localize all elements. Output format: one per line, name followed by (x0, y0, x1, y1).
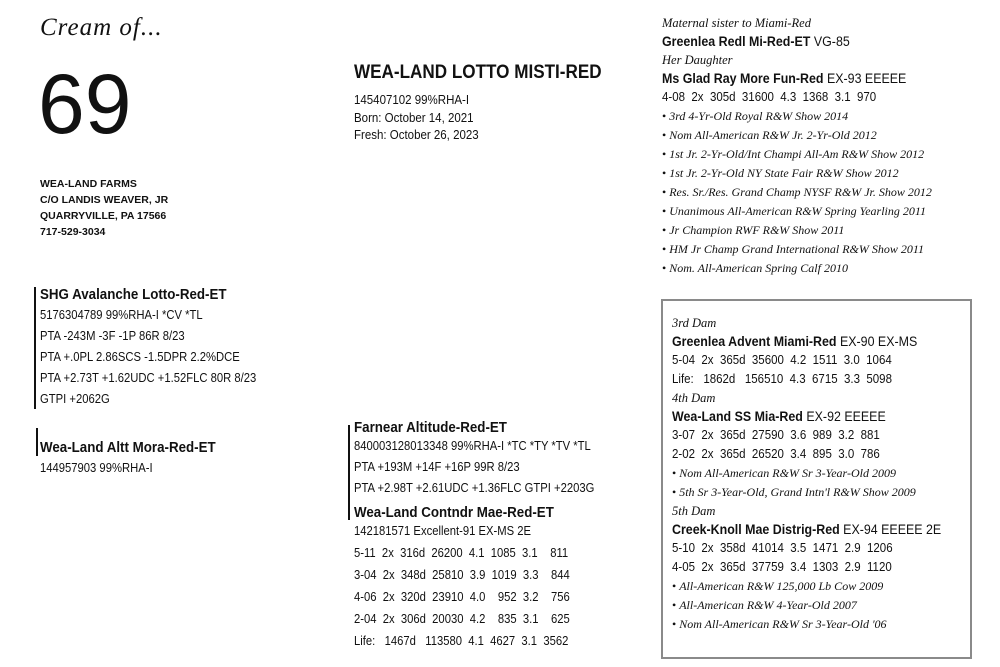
consignor-address: QUARRYVILLE, PA 17566 (40, 210, 167, 222)
catalog-title: Cream of... (40, 14, 163, 41)
maternal-granddam-classification: 142181571 Excellent-91 EX-MS 2E (354, 524, 531, 538)
maternal-sister-label: Maternal sister to Miami-Red (662, 16, 811, 30)
dam-registration: 144957903 99%RHA-I (40, 461, 153, 475)
award-item: • Nom. All-American Spring Calf 2010 (662, 259, 992, 278)
maternal-sister-name: Greenlea Redl Mi-Red-ET VG-85 (662, 34, 850, 49)
fourth-dam-record: 2-02 2x 365d 26520 3.4 895 3.0 786 (672, 447, 880, 461)
award-item: • 1st Jr. 2-Yr-Old NY State Fair R&W Show 2012 (662, 164, 992, 183)
daughter-record: 4-08 2x 305d 31600 4.3 1368 3.1 970 (662, 90, 877, 104)
award-item: • HM Jr Champ Grand International R&W Show 2011 (662, 240, 992, 259)
consignor-phone: 717-529-3034 (40, 226, 106, 238)
dam-block (40, 440, 231, 479)
award-item: • 5th Sr 3-Year-Old, Grand Intn'l R&W Show 2009 (672, 483, 970, 502)
sire-registration: 5176304789 99%RHA-I *CV *TL (40, 308, 203, 322)
third-dam-lifetime: Life: 1862d 156510 4.3 6715 3.3 5098 (672, 372, 892, 386)
award-item: • Unanimous All-American R&W Spring Yearling 2011 (662, 202, 992, 221)
animal-name: WEA-LAND LOTTO MISTI-RED (354, 62, 602, 83)
maternal-granddam-record: 5-11 2x 316d 26200 4.1 1085 3.1 811 (354, 546, 569, 560)
maternal-grandsire-block (354, 420, 621, 499)
daughter-name: Ms Glad Ray More Fun-Red EX-93 EEEEE (662, 71, 907, 86)
maternal-grandsire-pta-type: PTA +2.98T +2.61UDC +1.36FLC GTPI +2203G (354, 481, 595, 495)
fifth-dam-name: Creek-Knoll Mae Distrig-Red EX-94 EEEEE 2E (672, 522, 942, 537)
maternal-granddam-lifetime: Life: 1467d 113580 4.1 4627 3.1 3562 (354, 634, 569, 648)
fourth-dam-name: Wea-Land SS Mia-Red EX-92 EEEEE (672, 409, 886, 424)
maternal-sister-block (662, 14, 992, 278)
sire-gtpi: GTPI +2062G (40, 392, 110, 406)
animal-registration: 145407102 99%RHA-I (354, 93, 470, 107)
third-dam-label: 3rd Dam (672, 316, 717, 330)
award-item: • Nom All-American R&W Sr 3-Year-Old '06 (672, 615, 970, 634)
maternal-grandsire-pta-production: PTA +193M +14F +16P 99R 8/23 (354, 460, 520, 474)
lot-number: 69 (38, 57, 132, 151)
fifth-dam-label: 5th Dam (672, 504, 716, 518)
consignor-farm: WEA-LAND FARMS (40, 178, 137, 190)
sire-pta-production: PTA -243M -3F -1P 86R 8/23 (40, 329, 185, 343)
maternal-grandsire-name: Farnear Altitude-Red-ET (354, 420, 507, 436)
dam-name: Wea-Land Altt Mora-Red-ET (40, 440, 216, 456)
award-item: • 3rd 4-Yr-Old Royal R&W Show 2014 (662, 107, 992, 126)
third-dam-record: 5-04 2x 365d 35600 4.2 1511 3.0 1064 (672, 353, 892, 367)
sire-pta-type: PTA +2.73T +1.62UDC +1.52FLC 80R 8/23 (40, 371, 257, 385)
animal-info (354, 92, 490, 145)
dams-box (661, 299, 972, 659)
fourth-dam-record: 3-07 2x 365d 27590 3.6 989 3.2 881 (672, 428, 880, 442)
fifth-dam-record: 4-05 2x 365d 37759 3.4 1303 2.9 1120 (672, 560, 892, 574)
award-item: • 1st Jr. 2-Yr-Old/Int Champi All-Am R&W Show 2012 (662, 145, 992, 164)
grandsire-bracket (348, 425, 350, 520)
sire-name: SHG Avalanche Lotto-Red-ET (40, 287, 227, 303)
sire-pta-health: PTA +.0PL 2.86SCS -1.5DPR 2.2%DCE (40, 350, 240, 364)
award-item: • All-American R&W 4-Year-Old 2007 (672, 596, 970, 615)
consignor-contact: C/O LANDIS WEAVER, JR (40, 194, 169, 206)
animal-fresh: Fresh: October 26, 2023 (354, 128, 479, 142)
fourth-dam-label: 4th Dam (672, 391, 716, 405)
maternal-granddam-record: 4-06 2x 320d 23910 4.0 952 3.2 756 (354, 590, 570, 604)
daughter-label: Her Daughter (662, 53, 733, 67)
consignor-info (40, 176, 168, 240)
maternal-grandsire-registration: 840003128013348 99%RHA-I *TC *TY *TV *TL (354, 439, 591, 453)
maternal-granddam-record: 2-04 2x 306d 20030 4.2 835 3.1 625 (354, 612, 570, 626)
sire-block (40, 287, 280, 410)
pedigree-bracket (34, 287, 36, 409)
animal-born: Born: October 14, 2021 (354, 110, 474, 125)
award-item: • All-American R&W 125,000 Lb Cow 2009 (672, 577, 970, 596)
award-item: • Nom All-American R&W Sr 3-Year-Old 2009 (672, 464, 970, 483)
award-item: • Jr Champion RWF R&W Show 2011 (662, 221, 992, 240)
award-item: • Res. Sr./Res. Grand Champ NYSF R&W Jr. Show 2012 (662, 183, 992, 202)
dam-bracket (36, 428, 38, 456)
fifth-dam-record: 5-10 2x 358d 41014 3.5 1471 2.9 1206 (672, 541, 893, 555)
maternal-granddam-record: 3-04 2x 348d 25810 3.9 1019 3.3 844 (354, 568, 570, 582)
award-item: • Nom All-American R&W Jr. 2-Yr-Old 2012 (662, 126, 992, 145)
third-dam-name: Greenlea Advent Miami-Red EX-90 EX-MS (672, 334, 918, 349)
maternal-granddam-name: Wea-Land Contndr Mae-Red-ET (354, 505, 554, 521)
maternal-granddam-block (354, 505, 594, 652)
